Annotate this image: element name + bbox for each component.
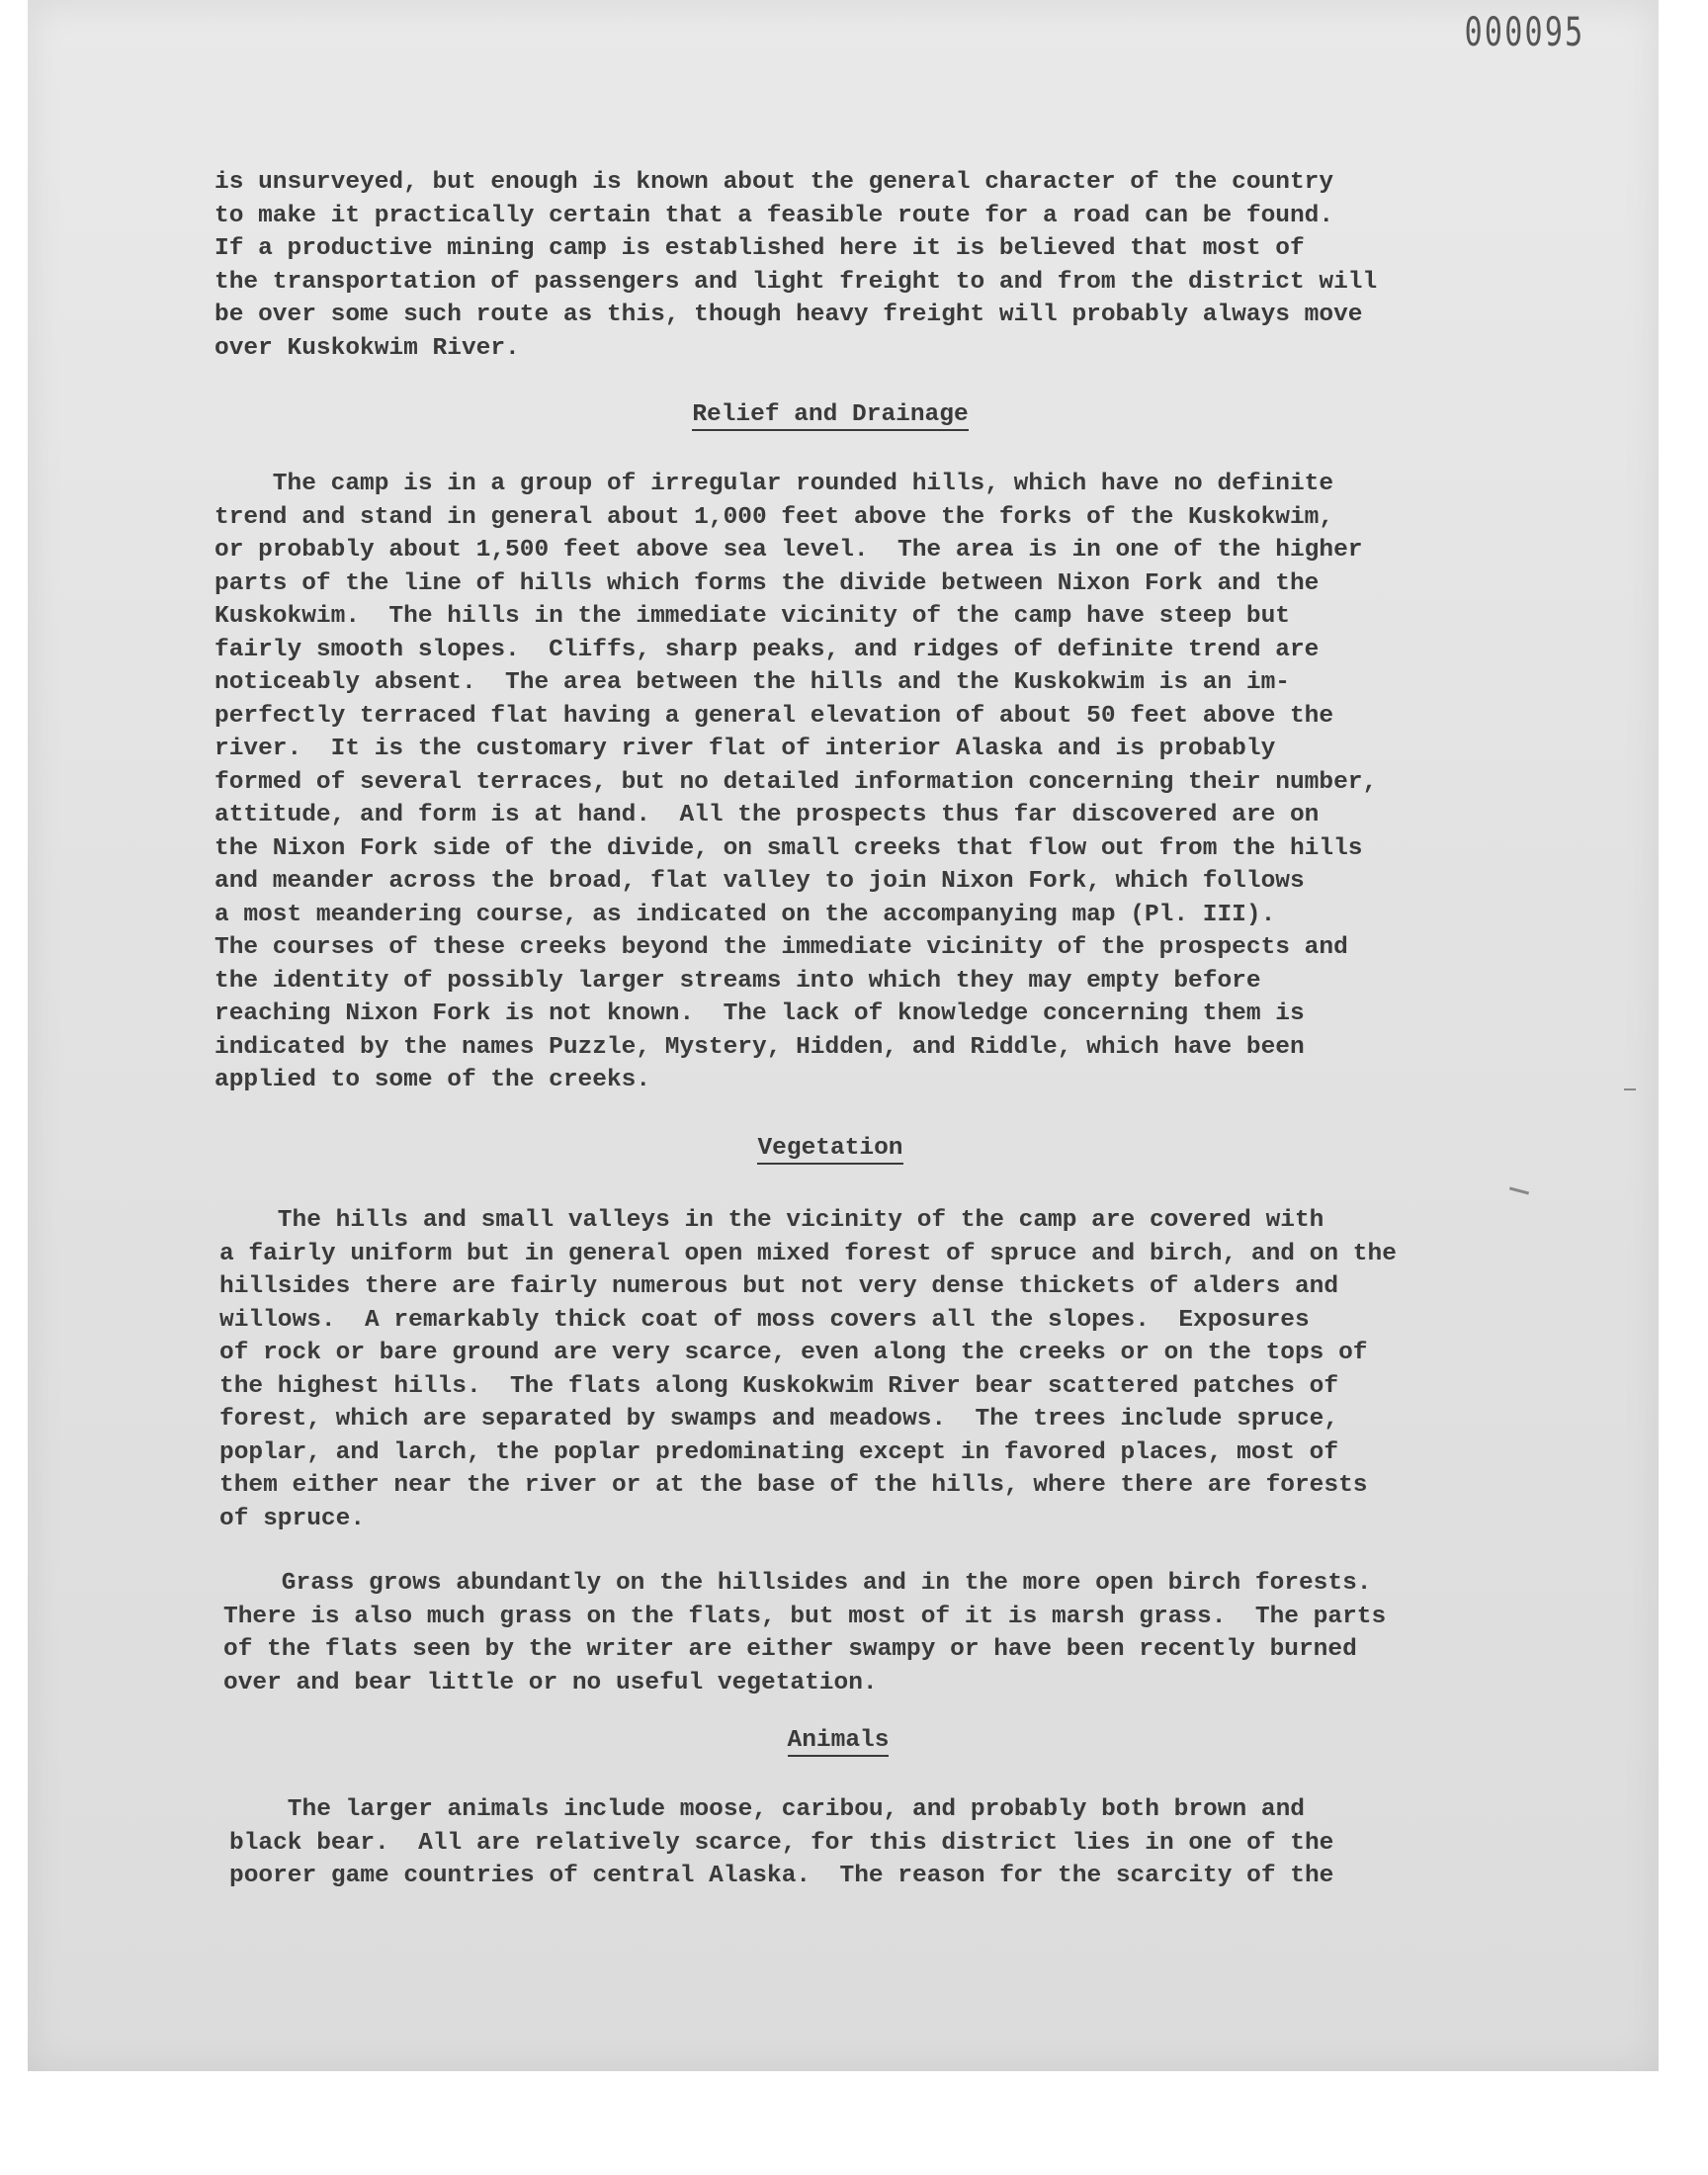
text-line: and meander across the broad, flat valley to join Nixon Fork, which follows: [214, 868, 1305, 895]
text-line: If a productive mining camp is established here it is believed that most of: [214, 235, 1305, 262]
vegetation-paragraph-1: [219, 1204, 1564, 1535]
vegetation-heading: [0, 1134, 1661, 1164]
text-line: Grass grows abundantly on the hillsides and in the more open birch forests.: [223, 1570, 1372, 1597]
text-line: perfectly terraced flat having a general elevation of about 50 feet above the: [214, 702, 1334, 730]
text-line: forest, which are separated by swamps and meadows. The trees include spruce,: [219, 1406, 1339, 1433]
text-line: The courses of these creeks beyond the immediate vicinity of the prospects and: [214, 934, 1348, 961]
animals-heading-text: Animals: [788, 1727, 890, 1757]
text-line: of rock or bare ground are very scarce, even along the creeks or on the tops of: [219, 1340, 1368, 1366]
text-line: parts of the line of hills which forms the divide between Nixon Fork and the: [214, 569, 1320, 597]
relief-paragraph: [214, 468, 1559, 1097]
text-line: them either near the river or at the base of the hills, where there are forests: [219, 1472, 1368, 1499]
text-line: the Nixon Fork side of the divide, on small creeks that flow out from the hills: [214, 834, 1363, 862]
relief-heading-text: Relief and Drainage: [692, 401, 968, 431]
vegetation-heading-text: Vegetation: [757, 1135, 902, 1165]
text-line: to make it practically certain that a feasible route for a road can be found.: [214, 202, 1334, 229]
text-line: trend and stand in general about 1,000 feet above the forks of the Kuskokwim,: [214, 503, 1334, 531]
relief-heading: [0, 400, 1661, 430]
margin-mark: [1624, 1088, 1636, 1090]
text-line: or probably about 1,500 feet above sea level. The area is in one of the higher: [214, 537, 1363, 564]
text-line: the highest hills. The flats along Kuskokwim River bear scattered patches of: [219, 1372, 1339, 1400]
text-line: Kuskokwim. The hills in the immediate vicinity of the camp have steep but: [214, 603, 1290, 630]
text-line: reaching Nixon Fork is not known. The lack of knowledge concerning them is: [214, 1000, 1305, 1027]
text-line: the identity of possibly larger streams into which they may empty before: [214, 967, 1261, 995]
text-line: over and bear little or no useful vegetation.: [223, 1669, 878, 1696]
text-line: fairly smooth slopes. Cliffs, sharp peaks, and ridges of definite trend are: [214, 636, 1320, 663]
vegetation-paragraph-2: [223, 1567, 1568, 1699]
text-line: hillsides there are fairly numerous but not very dense thickets of alders and: [219, 1273, 1339, 1300]
text-line: applied to some of the creeks.: [214, 1067, 651, 1093]
text-line: The hills and small valleys in the vicinity of the camp are covered with: [219, 1207, 1324, 1234]
text-line: of spruce.: [219, 1505, 366, 1532]
text-line: formed of several terraces, but no detailed information concerning their number,: [214, 768, 1378, 796]
text-line: be over some such route as this, though heavy freight will probably always move: [214, 302, 1363, 328]
text-line: black bear. All are relatively scarce, for this district lies in one of the: [229, 1829, 1334, 1857]
text-line: indicated by the names Puzzle, Mystery, Hidden, and Riddle, which have been: [214, 1033, 1305, 1061]
text-line: attitude, and form is at hand. All the prospects thus far discovered are on: [214, 802, 1320, 828]
page-number: 000095: [1464, 10, 1584, 55]
text-line: willows. A remarkably thick coat of moss covers all the slopes. Exposures: [219, 1306, 1310, 1334]
text-line: river. It is the customary river flat of interior Alaska and is probably: [214, 736, 1276, 762]
text-line: of the flats seen by the writer are either swampy or have been recently burned: [223, 1636, 1357, 1663]
text-line: poorer game countries of central Alaska. The reason for the scarcity of the: [229, 1863, 1334, 1889]
text-line: the transportation of passengers and light freight to and from the district will: [214, 268, 1378, 296]
text-line: The larger animals include moose, caribou, and probably both brown and: [229, 1796, 1305, 1823]
text-line: a most meandering course, as indicated on the accompanying map (Pl. III).: [214, 901, 1276, 928]
text-line: poplar, and larch, the poplar predominating except in favored places, most of: [219, 1438, 1339, 1466]
text-line: a fairly uniform but in general open mixed forest of spruce and birch, and on the: [219, 1240, 1397, 1267]
intro-paragraph: [214, 166, 1559, 365]
text-line: The camp is in a group of irregular rounded hills, which have no definite: [214, 471, 1334, 497]
text-line: over Kuskokwim River.: [214, 334, 520, 362]
text-line: There is also much grass on the flats, but most of it is marsh grass. The parts: [223, 1603, 1387, 1630]
text-line: noticeably absent. The area between the hills and the Kuskokwim is an im-: [214, 669, 1290, 696]
animals-heading: [8, 1726, 1668, 1756]
text-line: is unsurveyed, but enough is known about the general character of the country: [214, 169, 1334, 196]
animals-paragraph: [229, 1793, 1574, 1893]
